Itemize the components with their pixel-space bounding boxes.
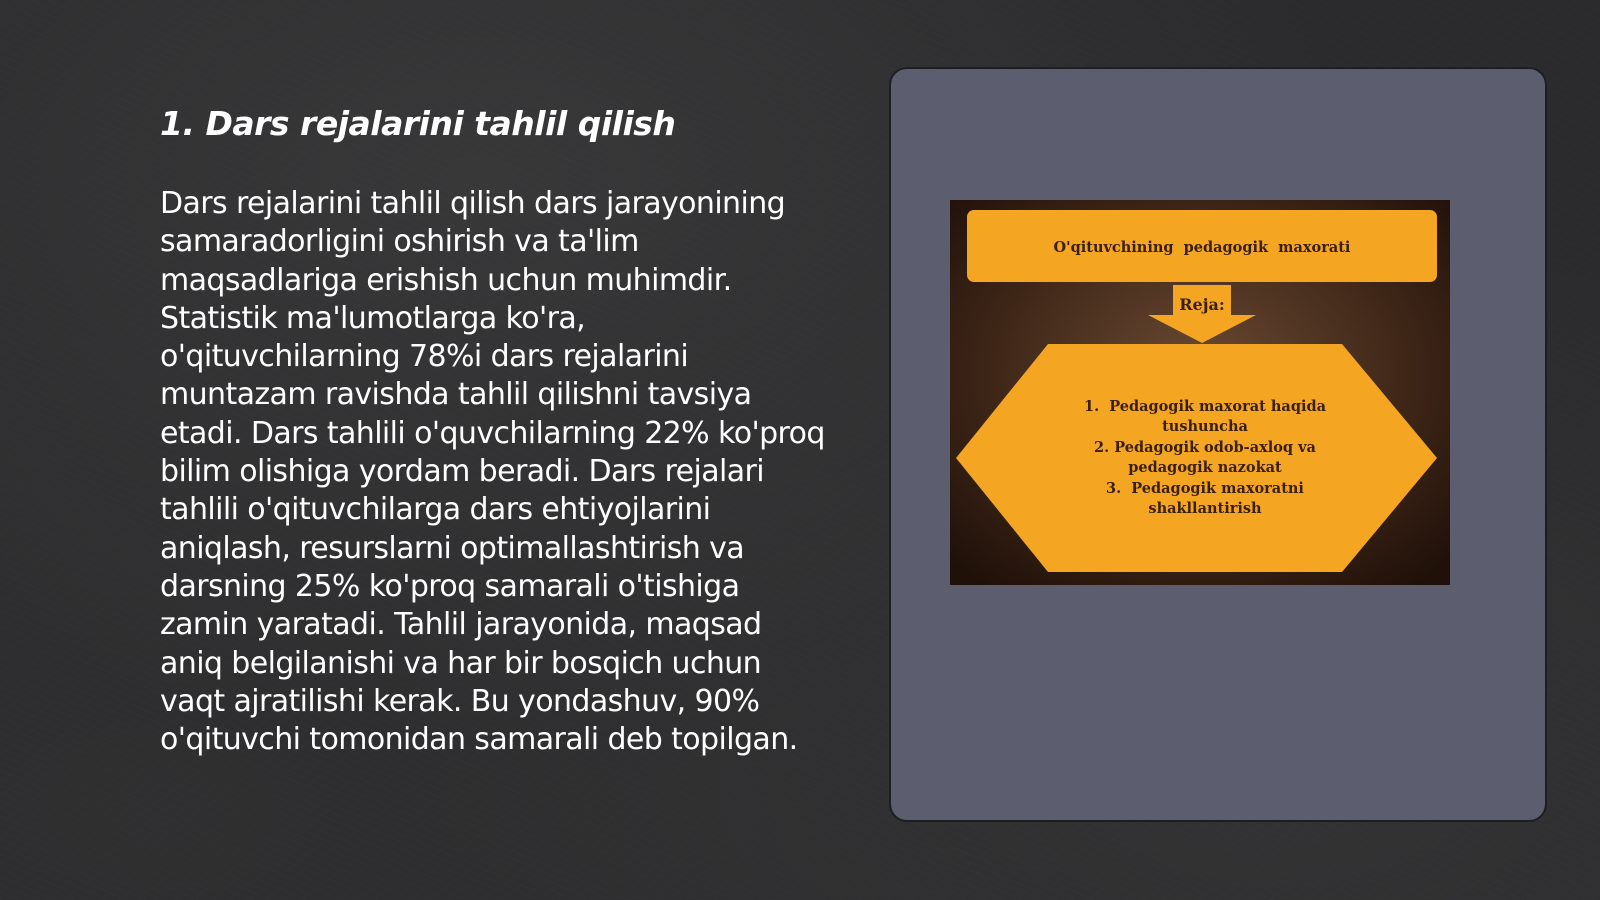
plan-item-1b: tushuncha xyxy=(1162,418,1248,435)
embedded-slide-image xyxy=(950,200,1450,585)
section-heading: 1. Dars rejalarini tahlil qilish xyxy=(160,104,676,143)
plan-item-3a: 3. Pedagogik maxoratni xyxy=(1106,480,1304,497)
body-paragraph: Dars rejalarini tahlil qilish dars jarayonining samaradorligini oshirish va ta'lim maqsadlariga erishish uchun muhimdir. Statistik ma'lumotlarga ko'ra, o'qituvchilarning 78%i dars rejalarini muntazam ravishda tahlil qilishni tavsiya etadi. Dars tahlili o'quvchilarning 22% ko'proq bilim olishiga yordam beradi. Dars rejalari tahlili o'qituvchilarga dars ehtiyojlarini aniqlash, resurslarni optimallashtirish va darsning 25% ko'proq samarali o'tishiga zamin yaratadi. Tahlil jarayonida, maqsad aniq belgilanishi va har bir bosqich uchun vaqt ajratilishi kerak. Bu yondashuv, 90% o'qituvchi tomonidan samarali deb topilgan. xyxy=(160,186,825,758)
plan-item-3b: shakllantirish xyxy=(1148,500,1262,517)
plan-item-2a: 2. Pedagogik odob-axloq va xyxy=(1094,439,1316,456)
plan-hexagon xyxy=(956,344,1437,572)
plan-item-1a: 1. Pedagogik maxorat haqida xyxy=(1083,398,1327,415)
diagram-title: O'qituvchining pedagogik maxorati xyxy=(1053,239,1351,256)
arrow-label: Reja: xyxy=(1179,295,1225,314)
plan-item-2b: pedagogik nazokat xyxy=(1128,459,1282,476)
